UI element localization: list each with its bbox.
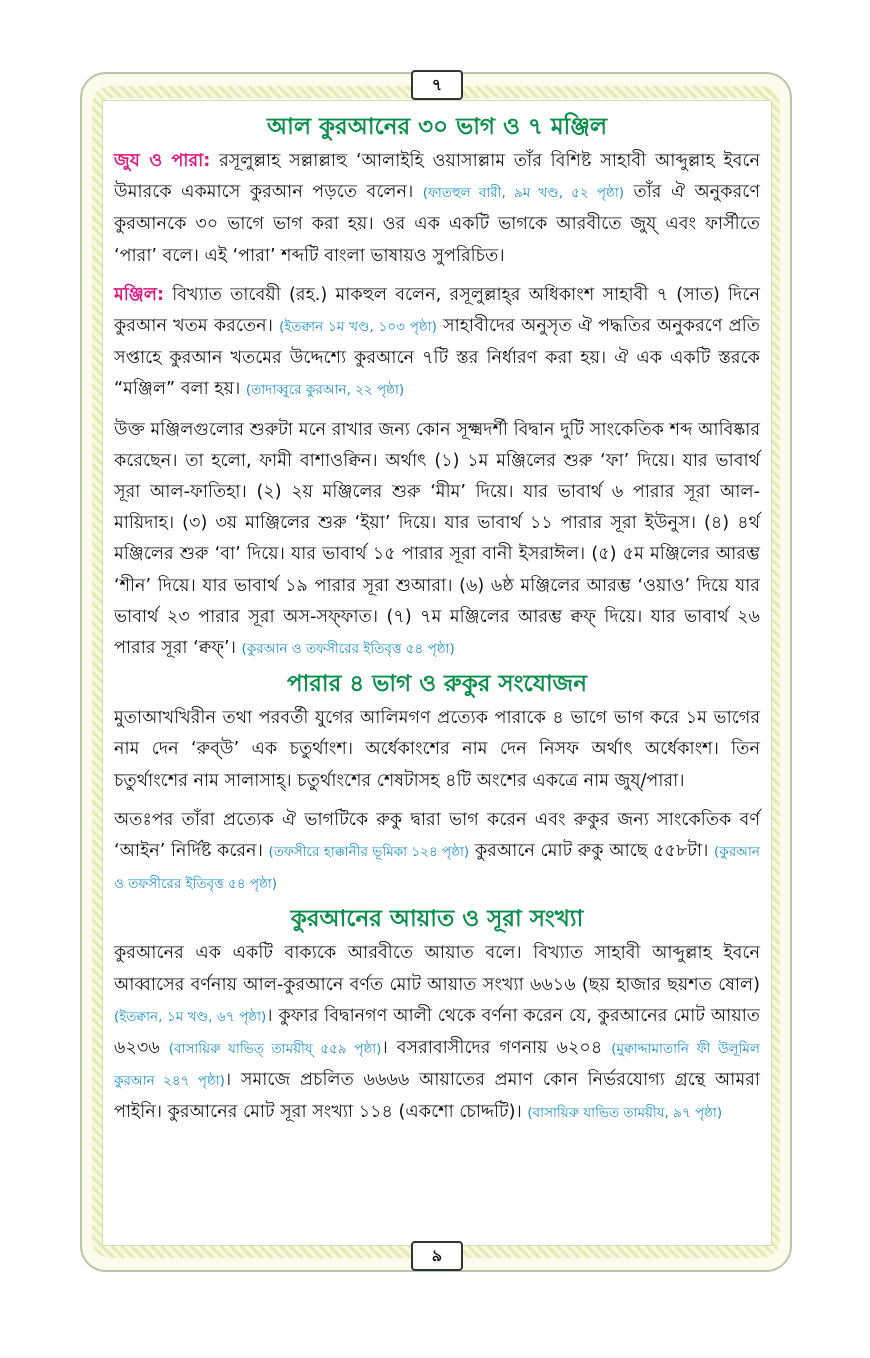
- paragraph: [114, 703, 760, 797]
- citation: (ফাতহুল বারী, ৯ম খণ্ড, ৫২ পৃষ্ঠা): [422, 185, 625, 202]
- page-number-top: ৭: [411, 70, 463, 100]
- citation: (তাদাব্বুরে কুরআন, ২২ পৃষ্ঠা): [245, 382, 405, 399]
- citation: (তফসীরে হাক্কানীর ভূমিকা ১২৪ পৃষ্ঠা): [268, 844, 470, 861]
- paragraph-lead: মঞ্জিল:: [114, 284, 164, 305]
- paragraph-text: । সমাজে প্রচলিত ৬৬৬৬ আয়াতের প্রমাণ কোন নির্ভরযোগ্য গ্রন্থে আমরা পাইনি। কুরআনের মোট সূরা সংখ্যা ১১৪ (একশো চোদ্দটি)।: [114, 1070, 760, 1123]
- page-number-bottom: ৯: [411, 1241, 463, 1271]
- paragraph: [114, 938, 760, 1129]
- paragraph-text: । বসরাবাসীদের গণনায় ৬২০৪: [381, 1038, 612, 1059]
- paragraph: [114, 415, 760, 666]
- paragraph-text: অতঃপর তাঁরা প্রত্যেক ঐ ভাগটিকে রুকু দ্বারা ভাগ করেন এবং রুকুর জন্য সাংকেতিক বর্ণ ‘আইন’ নির্দিষ্ট করেন।: [114, 809, 760, 862]
- citation: (বাসায়িরু যাভিত্‌ তাময়ীয্‌ ৫৫৯ পৃষ্ঠা): [168, 1041, 382, 1058]
- citation: (বাসায়িরু যাভিত তাময়ীয, ৯৭ পৃষ্ঠা): [527, 1105, 723, 1122]
- paragraph-text: রসূলুল্লাহ সল্লাল্লাহু ‘আলাইহি ওয়াসাল্লাম তাঁর বিশিষ্ট সাহাবী আব্দুল্লাহ ইবনে উমারকে একমাসে কুরআন পড়তে বলেন।: [114, 151, 760, 203]
- citation: (কুরআন ও তফসীরের ইতিবৃত্ত ৫৪ পৃষ্ঠা): [241, 641, 455, 658]
- section-heading: পারার ৪ ভাগ ও রুকুর সংযোজন: [287, 671, 587, 698]
- paragraph-lead: জুয ও পারা:: [114, 151, 211, 171]
- paragraph: [114, 280, 760, 407]
- citation: (ইতক্বান, ১ম খণ্ড, ৬৭ পৃষ্ঠা): [114, 1008, 267, 1025]
- citation: (ইতক্বান ১ম খণ্ড, ১০৩ পৃষ্ঠা): [279, 319, 437, 336]
- paragraph-text: তাঁর ঐ অনুকরণে কুরআনকে ৩০ ভাগে ভাগ করা হয়। ওর এক একটি ভাগকে আরবীতে জুয্‌ এবং ফার্সীতে ‘পারা’ বলে। এই ‘পারা’ শব্দটি বাংলা ভাষায়ও সুপরিচিত।: [114, 182, 760, 266]
- section-heading: কুরআনের আয়াত ও সূরা সংখ্যা: [290, 906, 584, 933]
- paragraph-text: সাহাবীদের অনুসৃত ঐ পদ্ধতির অনুকরণে প্রতি সপ্তাহে কুরআন খতমের উদ্দেশ্যে কুরআনে ৭টি স্তর নির্ধারণ করা হয়। ঐ এক একটি স্তরকে “মঞ্জিল” বলা হয়।: [114, 316, 760, 400]
- paragraph: [114, 146, 760, 272]
- content: [114, 108, 760, 1130]
- paragraph-text: কুরআনে মোট রুকু আছে ৫৫৮টা।: [469, 841, 715, 862]
- paragraph-text: কুরআনের এক একটি বাক্যকে আরবীতে আয়াত বলে। বিখ্যাত সাহাবী আব্দুল্লাহ ইবনে আব্বাসের বর্ণনায় আল-কুরআনে বর্ণত মোট আয়াত সংখ্যা ৬৬১৬ (ছয় হাজার ছয়শত ষোল): [114, 943, 760, 995]
- paragraph: [114, 805, 760, 901]
- paragraph-text: । কুফার বিদ্বানগণ আলী থেকে বর্ণনা করেন যে, কুরআনের মোট আয়াত ৬২৩৬: [114, 1005, 761, 1059]
- paragraph-text: মুতাআখখিরীন তথা পরবর্তী যুগের আলিমগণ প্রত্যেক পারাকে ৪ ভাগে ভাগ করে ১ম ভাগের নাম দেন ‘রুব্‌উ’ এক চতুর্থাংশ। অর্ধেকাংশের নাম দেন নিসফ অর্থাৎ অর্ধেকাংশ। তিন চতুর্থাংশের নাম সালাসাহ্‌। চতুর্থাংশের শেষটাসহ ৪টি অংশের একত্রে নাম জুয্‌/পারা।: [114, 708, 760, 791]
- citation: (মুক্বাদ্দামাতানি ফী উলূমিল কুরআন ২৪৭ পৃষ্ঠা): [114, 1041, 760, 1090]
- section-heading: আল কুরআনের ৩০ ভাগ ও ৭ মঞ্জিল: [266, 114, 607, 140]
- citation: (কুরআন ও তফসীরের ইতিবৃত্ত ৫৪ পৃষ্ঠা): [114, 844, 760, 893]
- paragraph-text: বিখ্যাত তাবেয়ী (রহ.) মাকহুল বলেন, রসূলুল্লাহ্‌র অধিকাংশ সাহাবী ৭ (সাত) দিনে কুরআন খতম করতেন।: [114, 284, 760, 337]
- paragraph-text: উক্ত মঞ্জিলগুলোর শুরুটা মনে রাখার জন্য কোন সূক্ষ্মদর্শী বিদ্বান দুটি সাংকেতিক শব্দ আবিষ্কার করেছেন। তা হলো, ফামী বাশাওক্বিন। অর্থাৎ (১) ১ম মঞ্জিলের শুরু ‘ফা’ দিয়ে। যার ভাবার্থ সূরা আল-ফাতিহা। (২) ২য় মঞ্জিলের শুরু ‘মীম’ দিয়ে। যার ভাবার্থ ৬ পারার সূরা আল-মায়িদাহ। (৩) ৩য় মাঞ্জিলের শুরু ‘ইয়া’ দিয়ে। যার ভাবার্থ ১১ পারার সূরা ইউনুস। (৪) ৪র্থ মঞ্জিলের শুরু ‘বা’ দিয়ে। যার ভাবার্থ ১৫ পারার সূরা বানী ইসরাঈল। (৫) ৫ম মঞ্জিলের আরম্ভ ‘শীন’ দিয়ে। যার ভাবার্থ ১৯ পারার সূরা শুআরা। (৬) ৬ষ্ঠ মঞ্জিলের আরম্ভ ‘ওয়াও’ দিয়ে যার ভাবার্থ ২৩ পারার সূরা অস-সফ্‌ফাত। (৭) ৭ম মঞ্জিলের আরম্ভ ক্বফ্‌ দিয়ে। যার ভাবার্থ ২৬ পারার সূরা ‘ক্বফ্‌’।: [114, 419, 760, 659]
